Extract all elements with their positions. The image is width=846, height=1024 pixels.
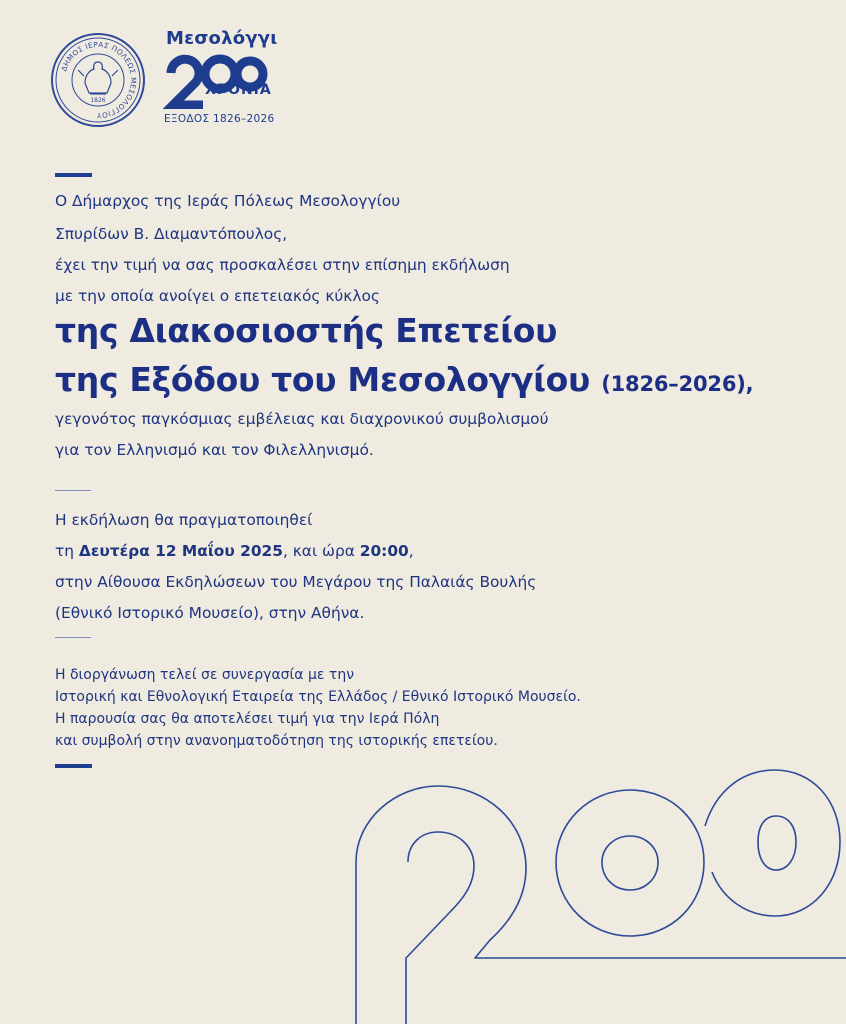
intro-line: Ο Δήμαρχος της Ιεράς Πόλεως Μεσολογγίου xyxy=(55,192,401,210)
divider-1 xyxy=(55,490,91,491)
divider-2 xyxy=(55,637,91,638)
title-years: (1826–2026), xyxy=(601,372,754,396)
title-text: της Εξόδου του Μεσολογγίου xyxy=(55,360,591,399)
divider-top xyxy=(55,173,92,177)
footer-line: Η παρουσία σας θα αποτελέσει τιμή για την Ιερά Πόλη xyxy=(55,711,440,727)
event-venue: στην Αίθουσα Εκδηλώσεων του Μεγάρου της Παλαιάς Βουλής xyxy=(55,573,537,591)
intro-line: Σπυρίδων Β. Διαμαντόπουλος, xyxy=(55,225,288,243)
time-suffix: , xyxy=(408,542,414,560)
footer-line: Ιστορική και Εθνολογική Εταιρεία της Ελλάδος / Εθνικό Ιστορικό Μουσείο. xyxy=(55,689,581,705)
subtitle-line: για τον Ελληνισμό και τον Φιλελληνισμό. xyxy=(55,441,374,459)
seal-year: 1826 xyxy=(90,97,106,104)
time-prefix: , και ώρα xyxy=(282,542,360,560)
logo-city: Μεσολόγγι xyxy=(166,28,278,49)
seal-text: ΔΗΜΟΣ ΙΕΡΑΣ ΠΟΛΕΩΣ ΜΕΣΟΛΟΓΓΙΟΥ xyxy=(59,39,139,121)
logo-200-mark xyxy=(163,51,268,109)
logo-exodus: ΕΞΟΔΟΣ 1826–2026 xyxy=(164,113,275,125)
logo-years: ΧΡΟΝΙΑ xyxy=(205,82,272,98)
intro-line: έχει την τιμή να σας προσκαλέσει στην επίσημη εκδήλωση xyxy=(55,256,510,274)
event-time: 20:00 xyxy=(359,542,409,560)
event-date-line xyxy=(55,542,414,560)
seal-figure-icon xyxy=(78,62,118,94)
divider-bottom xyxy=(55,764,92,768)
svg-text:ΔΗΜΟΣ ΙΕΡΑΣ ΠΟΛΕΩΣ ΜΕΣΟΛΟΓΓΙΟΥ xyxy=(59,40,138,120)
footer-line: και συμβολή στην ανανοηματοδότηση της ιστορικής επετείου. xyxy=(55,733,498,749)
event-line: Η εκδήλωση θα πραγματοποιηθεί xyxy=(55,511,313,529)
event-date: Δευτέρα 12 Μαΐου 2025 xyxy=(78,542,283,560)
footer-line: Η διοργάνωση τελεί σε συνεργασία με την xyxy=(55,667,355,683)
date-prefix: τη xyxy=(55,542,79,560)
municipality-seal xyxy=(50,32,146,128)
title-line-2 xyxy=(55,360,753,399)
title-line-1: της Διακοσιοστής Επετείου xyxy=(55,311,558,350)
event-place: (Εθνικό Ιστορικό Μουσείο), στην Αθήνα. xyxy=(55,604,365,622)
subtitle-line: γεγονότος παγκόσμιας εμβέλειας και διαχρονικού συμβολισμού xyxy=(55,410,549,428)
intro-line: με την οποία ανοίγει ο επετειακός κύκλος xyxy=(55,287,380,305)
anniversary-logo xyxy=(163,25,278,135)
